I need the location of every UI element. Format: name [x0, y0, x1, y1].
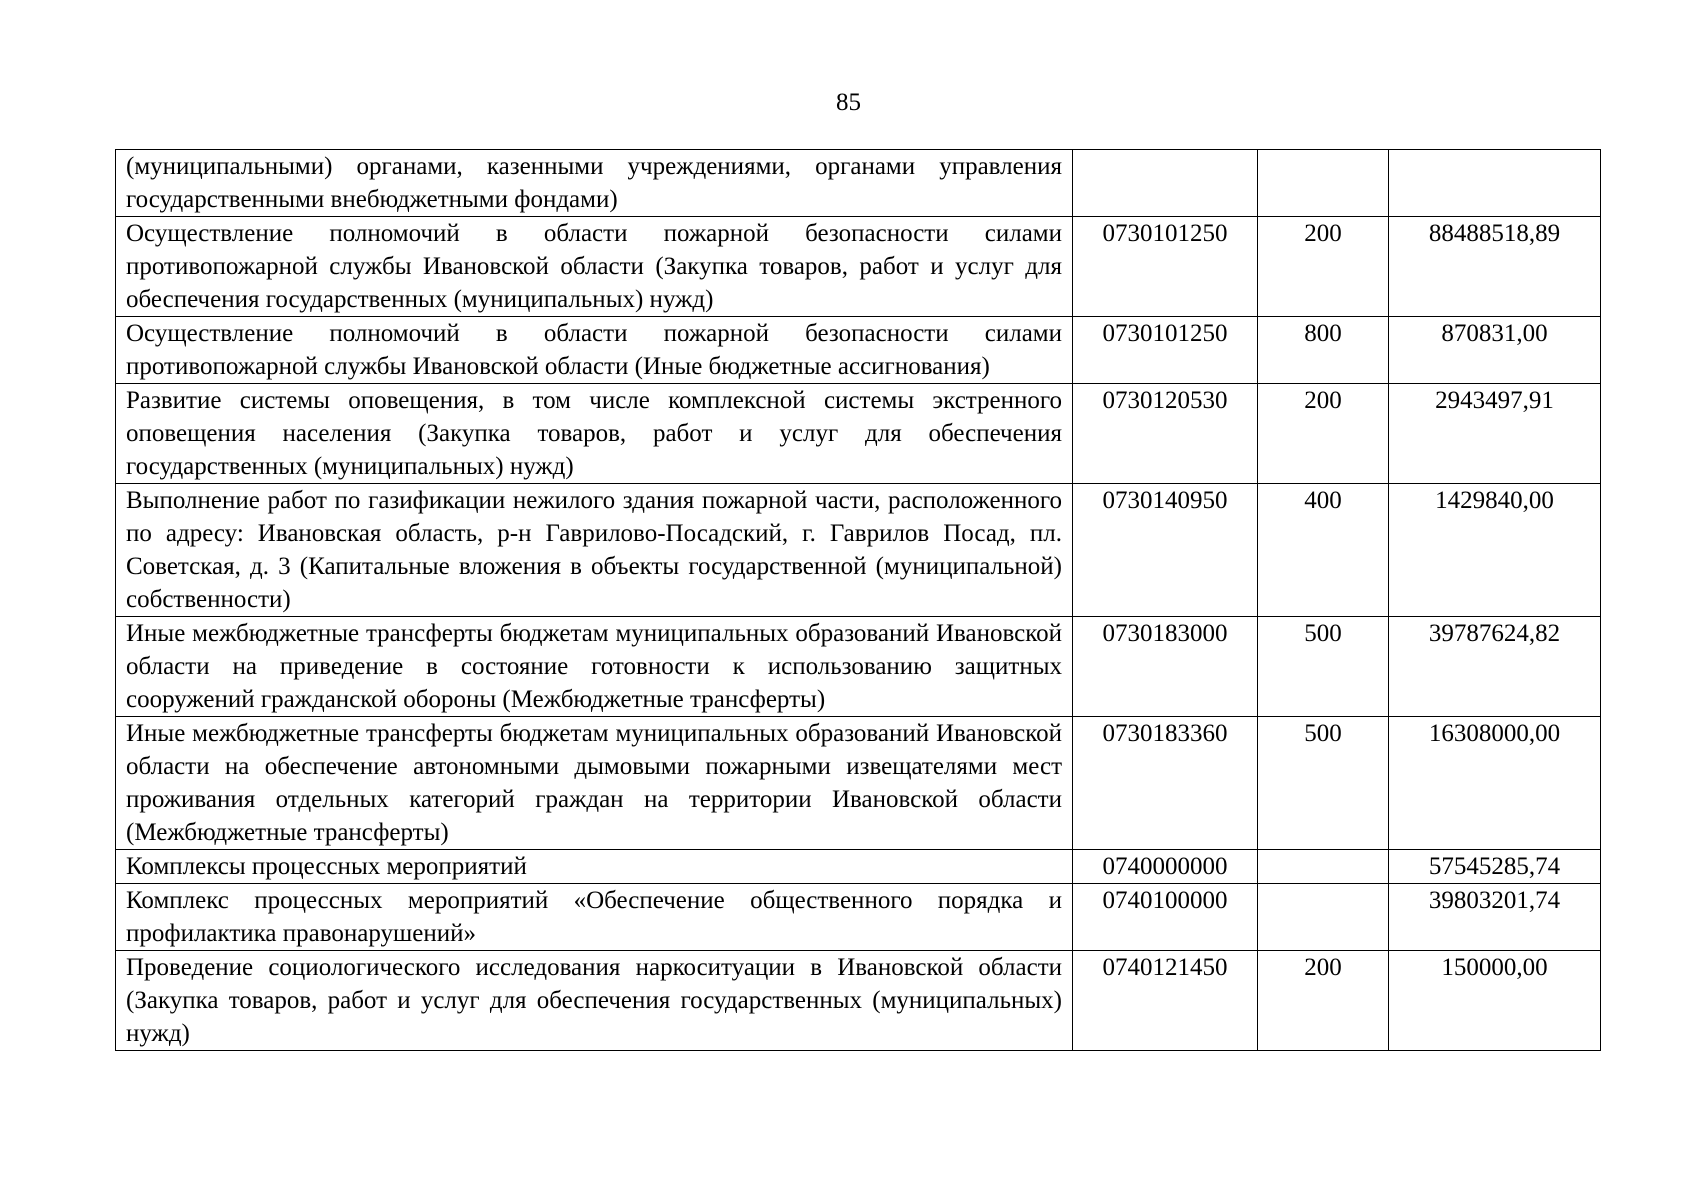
target-code: 0730183360	[1073, 717, 1258, 850]
item-name: Комплексы процессных мероприятий	[116, 850, 1073, 884]
table-row	[116, 150, 1601, 217]
amount: 39803201,74	[1389, 884, 1601, 951]
item-name: (муниципальными) органами, казенными учреждениями, органами управления государственными внебюджетными фондами)	[116, 150, 1073, 217]
expense-type: 400	[1258, 484, 1389, 617]
amount: 39787624,82	[1389, 617, 1601, 717]
target-code	[1073, 150, 1258, 217]
item-name: Выполнение работ по газификации нежилого здания пожарной части, расположенного по адресу: Ивановская область, р-н Гаврилово-Посадский, г. Гаврилов Посад, пл. Советская, д. 3 (Капитальные вложения в объекты государственной (муниципальной) собственности)	[116, 484, 1073, 617]
amount: 57545285,74	[1389, 850, 1601, 884]
item-name: Комплекс процессных мероприятий «Обеспечение общественного порядка и профилактика правонарушений»	[116, 884, 1073, 951]
page-number: 85	[836, 89, 861, 116]
target-code: 0730101250	[1073, 217, 1258, 317]
item-name: Иные межбюджетные трансферты бюджетам муниципальных образований Ивановской области на приведение в состояние готовности к использованию защитных сооружений гражданской обороны (Межбюджетные трансферты)	[116, 617, 1073, 717]
expense-type: 200	[1258, 384, 1389, 484]
expense-type	[1258, 850, 1389, 884]
amount: 870831,00	[1389, 317, 1601, 384]
target-code: 0730183000	[1073, 617, 1258, 717]
table-row	[116, 384, 1601, 484]
expense-type: 200	[1258, 217, 1389, 317]
expense-type: 800	[1258, 317, 1389, 384]
item-name: Осуществление полномочий в области пожарной безопасности силами противопожарной службы Ивановской области (Закупка товаров, работ и услуг для обеспечения государственных (муниципальных) нужд)	[116, 217, 1073, 317]
expense-type: 200	[1258, 951, 1389, 1051]
amount: 88488518,89	[1389, 217, 1601, 317]
table-row	[116, 217, 1601, 317]
amount: 1429840,00	[1389, 484, 1601, 617]
amount: 2943497,91	[1389, 384, 1601, 484]
amount: 150000,00	[1389, 951, 1601, 1051]
table-row	[116, 884, 1601, 951]
expense-type: 500	[1258, 617, 1389, 717]
budget-table	[115, 149, 1601, 1051]
item-name: Иные межбюджетные трансферты бюджетам муниципальных образований Ивановской области на обеспечение автономными дымовыми пожарными извещателями мест проживания отдельных категорий граждан на территории Ивановской области (Межбюджетные трансферты)	[116, 717, 1073, 850]
table-row	[116, 484, 1601, 617]
amount: 16308000,00	[1389, 717, 1601, 850]
target-code: 0730140950	[1073, 484, 1258, 617]
target-code: 0730101250	[1073, 317, 1258, 384]
target-code: 0740121450	[1073, 951, 1258, 1051]
target-code: 0740000000	[1073, 850, 1258, 884]
expense-type	[1258, 150, 1389, 217]
expense-type: 500	[1258, 717, 1389, 850]
item-name: Развитие системы оповещения, в том числе комплексной системы экстренного оповещения населения (Закупка товаров, работ и услуг для обеспечения государственных (муниципальных) нужд)	[116, 384, 1073, 484]
amount	[1389, 150, 1601, 217]
table-row	[116, 617, 1601, 717]
table-row	[116, 850, 1601, 884]
item-name: Проведение социологического исследования наркоситуации в Ивановской области (Закупка товаров, работ и услуг для обеспечения государственных (муниципальных) нужд)	[116, 951, 1073, 1051]
table-row	[116, 951, 1601, 1051]
target-code: 0740100000	[1073, 884, 1258, 951]
target-code: 0730120530	[1073, 384, 1258, 484]
expense-type	[1258, 884, 1389, 951]
table-row	[116, 717, 1601, 850]
table-row	[116, 317, 1601, 384]
item-name: Осуществление полномочий в области пожарной безопасности силами противопожарной службы Ивановской области (Иные бюджетные ассигнования)	[116, 317, 1073, 384]
